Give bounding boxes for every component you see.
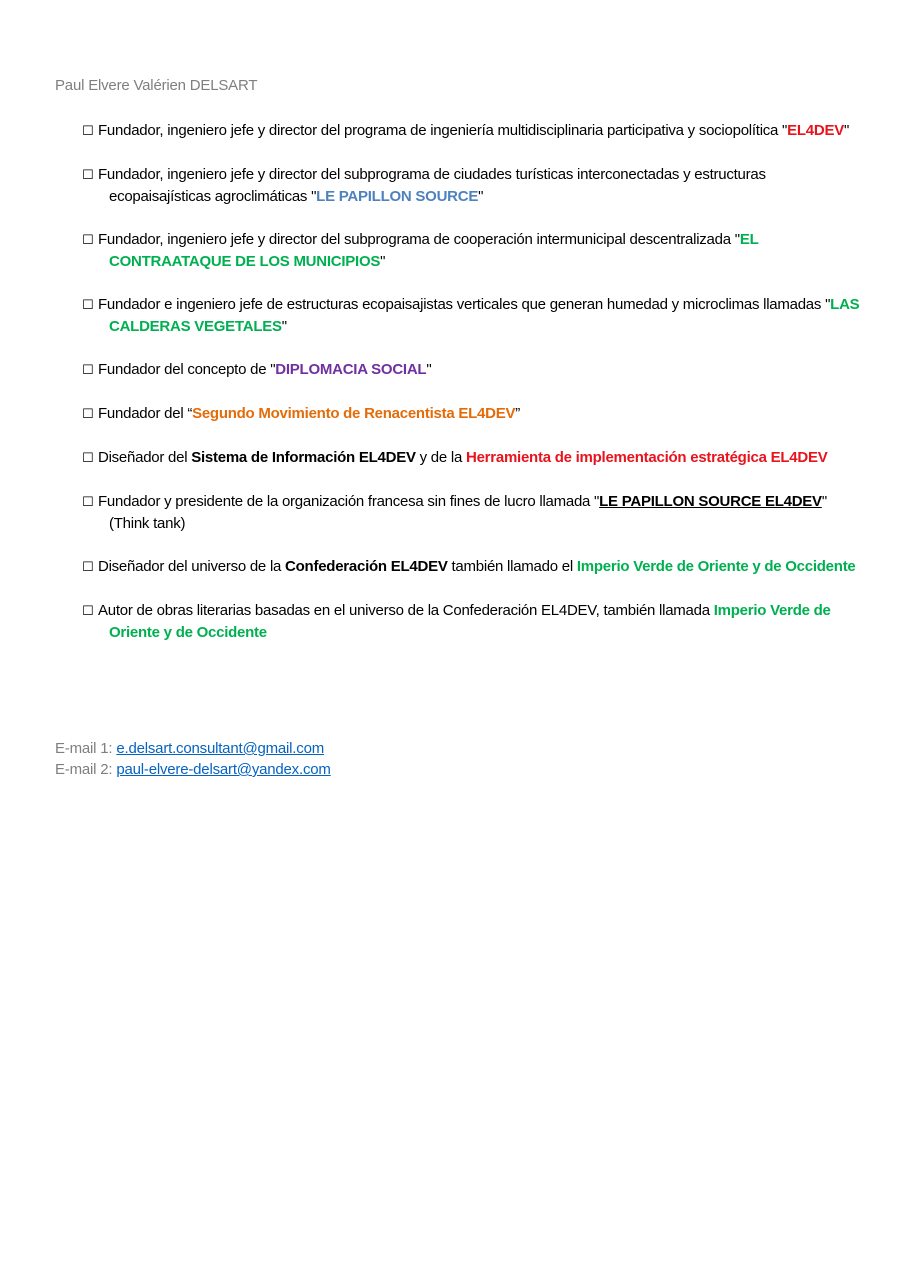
email-link[interactable]: e.delsart.consultant@gmail.com	[116, 740, 325, 757]
item-text: "	[843, 122, 850, 139]
list-item	[82, 556, 862, 578]
author-name: Paul Elvere Valérien DELSART	[55, 77, 258, 94]
checkbox-icon: ☐	[82, 604, 94, 619]
checkbox-icon: ☐	[82, 124, 94, 139]
checkbox-icon: ☐	[82, 168, 94, 183]
highlighted-text: Herramienta de implementación estratégica EL4DEV	[466, 449, 828, 466]
item-text: Fundador, ingeniero jefe y director del subprograma de cooperación intermunicipal descentralizada "	[98, 231, 740, 248]
item-text: "	[380, 253, 386, 270]
item-text: y de la	[415, 449, 466, 466]
list-item	[82, 447, 862, 469]
list-item	[82, 600, 862, 643]
item-text: Fundador del “	[98, 405, 193, 422]
list-item	[82, 164, 862, 207]
email-link[interactable]: paul-elvere-delsart@yandex.com	[116, 761, 331, 778]
list-item	[82, 403, 862, 425]
highlighted-text: EL4DEV	[787, 122, 844, 139]
list-item	[82, 359, 862, 381]
highlighted-text: EL CONTRAATAQUE DE LOS MUNICIPIOS	[109, 231, 759, 270]
highlighted-text: DIPLOMACIA SOCIAL	[275, 361, 427, 378]
list-item	[82, 491, 862, 534]
item-text: también llamado el	[447, 558, 577, 575]
item-text: "	[281, 318, 287, 335]
item-text: Fundador del concepto de "	[98, 361, 276, 378]
item-text: Fundador y presidente de la organización francesa sin fines de lucro llamada "	[98, 493, 600, 510]
contact-emails	[55, 738, 331, 780]
item-text: "	[478, 188, 484, 205]
achievements-list	[82, 120, 862, 643]
item-text: Diseñador del	[98, 449, 192, 466]
checkbox-icon: ☐	[82, 233, 94, 248]
item-text: Fundador e ingeniero jefe de estructuras ecopaisajistas verticales que generan humedad y microclimas llamadas "	[98, 296, 831, 313]
email-label: E-mail 1:	[55, 740, 117, 757]
checkbox-icon: ☐	[82, 560, 94, 575]
highlighted-text: Imperio Verde de Oriente y de Occidente	[576, 558, 856, 575]
item-text: ”	[515, 405, 520, 422]
item-text: "	[426, 361, 432, 378]
checkbox-icon: ☐	[82, 451, 94, 466]
item-text: Autor de obras literarias basadas en el universo de la Confederación EL4DEV, también llamada	[98, 602, 714, 619]
highlighted-text: LE PAPILLON SOURCE	[316, 188, 479, 205]
item-text: Fundador, ingeniero jefe y director del subprograma de ciudades turísticas interconectadas y estructuras ecopaisajísticas agroclimáticas "	[98, 166, 766, 205]
highlighted-text: Confederación EL4DEV	[285, 558, 448, 575]
email-label: E-mail 2:	[55, 761, 117, 778]
item-text: Diseñador del universo de la	[98, 558, 286, 575]
list-item	[82, 229, 862, 272]
checkbox-icon: ☐	[82, 363, 94, 378]
item-text: " (Think tank)	[109, 493, 827, 532]
item-text: Fundador, ingeniero jefe y director del programa de ingeniería multidisciplinaria participativa y sociopolítica "	[98, 122, 788, 139]
highlighted-text: LAS CALDERAS VEGETALES	[109, 296, 860, 335]
list-item	[82, 294, 862, 337]
highlighted-text: Imperio Verde de Oriente y de Occidente	[109, 602, 831, 641]
list-item	[82, 120, 862, 142]
highlighted-text: Segundo Movimiento de Renacentista EL4DEV	[192, 405, 516, 422]
highlighted-text: Sistema de Información EL4DEV	[191, 449, 416, 466]
checkbox-icon: ☐	[82, 298, 94, 313]
checkbox-icon: ☐	[82, 407, 94, 422]
checkbox-icon: ☐	[82, 495, 94, 510]
email-line	[55, 738, 331, 759]
email-line	[55, 759, 331, 780]
highlighted-text: LE PAPILLON SOURCE EL4DEV	[599, 493, 822, 510]
